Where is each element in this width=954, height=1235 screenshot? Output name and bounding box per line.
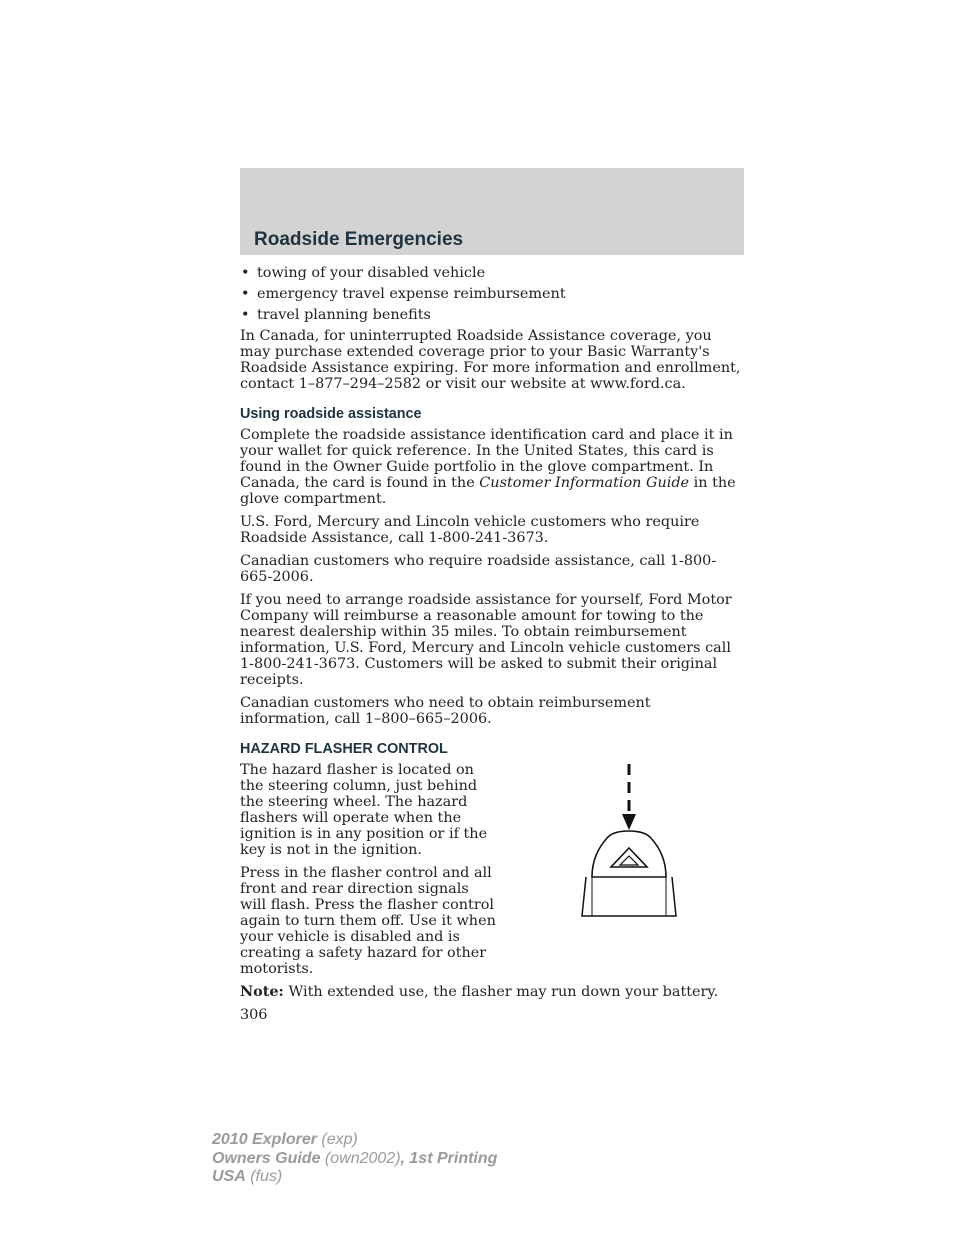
footer-line-2 (212, 1150, 497, 1169)
canadian-customers-paragraph: Canadian customers who require roadside assistance, call 1-800-665-2006. (240, 553, 717, 585)
bullet-glyph: • (241, 286, 250, 302)
canadian-reimbursement-paragraph: Canadian customers who need to obtain reimbursement information, call 1–800–665–2006. (240, 695, 651, 727)
footer-guide: Owners Guide (212, 1149, 321, 1167)
paragraph-text: Complete the roadside assistance identification card and place it in your wallet for quick reference. In the United States, this card is found in the Owner Guide portfolio in the glove compartment. In Canada, the card is found in the (240, 427, 733, 491)
section-title: Roadside Emergencies (254, 229, 464, 250)
paragraph-text: in the glove compartment. (240, 475, 736, 507)
canada-coverage-paragraph: In Canada, for uninterrupted Roadside Assistance coverage, you may purchase extended coverage prior to your Basic Warranty's Roadside Assistance expiring. For more information and enrollment, contact 1–877–294–2582 or visit our website at www.ford.ca. (240, 328, 741, 392)
footer-line-3 (212, 1168, 497, 1187)
list-item (240, 307, 744, 323)
hazard-flasher-heading: HAZARD FLASHER CONTROL (240, 741, 448, 757)
list-item (240, 286, 744, 302)
note-label: Note: (240, 983, 284, 1000)
list-item-text: emergency travel expense reimbursement (257, 286, 566, 302)
list-item-text: towing of your disabled vehicle (257, 265, 486, 281)
guide-title: Customer Information Guide (479, 475, 690, 491)
note-text: With extended use, the flasher may run down your battery. (283, 984, 719, 1000)
benefits-list (240, 265, 744, 323)
hazard-text-column (240, 762, 496, 977)
footer-market-code: (fus) (245, 1168, 283, 1185)
footer-printing: , 1st Printing (400, 1149, 498, 1167)
section-header-band (240, 168, 744, 255)
hazard-flasher-button-icon (572, 764, 682, 934)
document-footer (212, 1131, 497, 1187)
hazard-section (240, 762, 744, 977)
page-content (240, 265, 744, 1023)
bullet-glyph: • (241, 265, 250, 281)
list-item-text: travel planning benefits (257, 307, 431, 323)
footer-market: USA (212, 1168, 246, 1185)
bullet-glyph: • (241, 307, 250, 323)
hazard-location-paragraph: The hazard flasher is located on the steering column, just behind the steering wheel. The hazard flashers will operate when the ignition is in any position or if the key is not in the ignition. (240, 762, 488, 858)
list-item (240, 265, 744, 281)
footer-line-1 (212, 1131, 497, 1150)
page-number: 306 (240, 1007, 268, 1023)
using-roadside-heading: Using roadside assistance (240, 406, 422, 422)
hazard-usage-paragraph: Press in the flasher control and all front and rear direction signals will flash. Press the flasher control again to turn them off. Use it when your vehicle is disabled and is creating a safety hazard for other motorists. (240, 865, 496, 977)
battery-note (240, 984, 744, 1000)
us-customers-paragraph: U.S. Ford, Mercury and Lincoln vehicle customers who require Roadside Assistance, call 1-800-241-3673. (240, 514, 700, 546)
footer-guide-code: (own2002) (320, 1149, 401, 1167)
identification-card-paragraph (240, 427, 744, 507)
footer-model-code: (exp) (316, 1131, 358, 1148)
reimbursement-paragraph: If you need to arrange roadside assistance for yourself, Ford Motor Company will reimburse a reasonable amount for towing to the nearest dealership within 35 miles. To obtain reimbursement information, U.S. Ford, Mercury and Lincoln vehicle customers call 1-800-241-3673. Customers will be asked to submit their original receipts. (240, 592, 732, 688)
footer-model: 2010 Explorer (212, 1131, 317, 1148)
